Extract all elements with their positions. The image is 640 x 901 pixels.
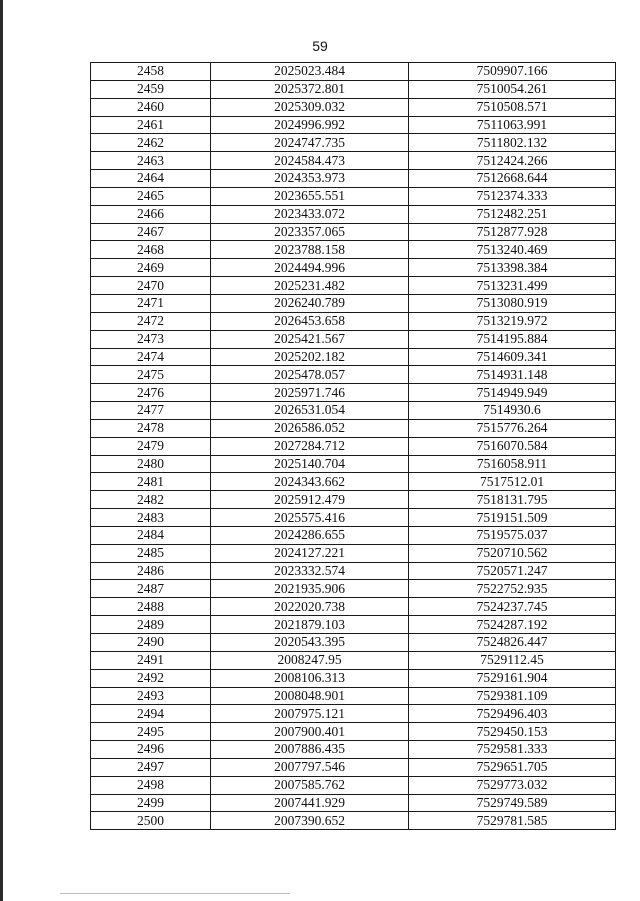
point-number-cell: 2487 [91, 580, 211, 598]
table-row [91, 812, 616, 830]
y-coordinate-cell: 7513240.469 [409, 241, 616, 259]
table-row [91, 473, 616, 491]
y-coordinate-cell: 7514195.884 [409, 330, 616, 348]
table-row [91, 723, 616, 741]
x-coordinate-cell: 2027284.712 [211, 437, 409, 455]
table-row [91, 598, 616, 616]
point-number-cell: 2470 [91, 277, 211, 295]
y-coordinate-cell: 7529749.589 [409, 794, 616, 812]
y-coordinate-cell: 7516070.584 [409, 437, 616, 455]
table-row [91, 794, 616, 812]
y-coordinate-cell: 7522752.935 [409, 580, 616, 598]
table-row [91, 80, 616, 98]
point-number-cell: 2458 [91, 63, 211, 81]
table-row [91, 634, 616, 652]
y-coordinate-cell: 7519151.509 [409, 509, 616, 527]
table-row [91, 562, 616, 580]
x-coordinate-cell: 2023788.158 [211, 241, 409, 259]
point-number-cell: 2485 [91, 544, 211, 562]
page-number: 59 [312, 38, 328, 54]
table-row [91, 669, 616, 687]
coordinates-table-body [91, 63, 616, 830]
x-coordinate-cell: 2026453.658 [211, 312, 409, 330]
y-coordinate-cell: 7520571.247 [409, 562, 616, 580]
point-number-cell: 2486 [91, 562, 211, 580]
table-row [91, 366, 616, 384]
point-number-cell: 2461 [91, 116, 211, 134]
x-coordinate-cell: 2007441.929 [211, 794, 409, 812]
y-coordinate-cell: 7513080.919 [409, 294, 616, 312]
table-row [91, 330, 616, 348]
table-row [91, 241, 616, 259]
y-coordinate-cell: 7512374.333 [409, 187, 616, 205]
point-number-cell: 2484 [91, 526, 211, 544]
table-row [91, 705, 616, 723]
table-row [91, 259, 616, 277]
point-number-cell: 2467 [91, 223, 211, 241]
y-coordinate-cell: 7524237.745 [409, 598, 616, 616]
y-coordinate-cell: 7512668.644 [409, 170, 616, 188]
point-number-cell: 2465 [91, 187, 211, 205]
x-coordinate-cell: 2021935.906 [211, 580, 409, 598]
x-coordinate-cell: 2026240.789 [211, 294, 409, 312]
x-coordinate-cell: 2007900.401 [211, 723, 409, 741]
y-coordinate-cell: 7529651.705 [409, 758, 616, 776]
y-coordinate-cell: 7511063.991 [409, 116, 616, 134]
x-coordinate-cell: 2023433.072 [211, 205, 409, 223]
point-number-cell: 2466 [91, 205, 211, 223]
y-coordinate-cell: 7529161.904 [409, 669, 616, 687]
point-number-cell: 2469 [91, 259, 211, 277]
y-coordinate-cell: 7514930.6 [409, 402, 616, 420]
table-row [91, 651, 616, 669]
x-coordinate-cell: 2025023.484 [211, 63, 409, 81]
table-row [91, 687, 616, 705]
x-coordinate-cell: 2025231.482 [211, 277, 409, 295]
x-coordinate-cell: 2024494.996 [211, 259, 409, 277]
bottom-divider [60, 893, 290, 894]
scan-edge [0, 0, 3, 901]
y-coordinate-cell: 7514949.949 [409, 384, 616, 402]
point-number-cell: 2492 [91, 669, 211, 687]
point-number-cell: 2491 [91, 651, 211, 669]
y-coordinate-cell: 7513231.499 [409, 277, 616, 295]
table-row [91, 776, 616, 794]
point-number-cell: 2460 [91, 98, 211, 116]
y-coordinate-cell: 7517512.01 [409, 473, 616, 491]
y-coordinate-cell: 7524287.192 [409, 616, 616, 634]
x-coordinate-cell: 2007585.762 [211, 776, 409, 794]
x-coordinate-cell: 2025140.704 [211, 455, 409, 473]
point-number-cell: 2489 [91, 616, 211, 634]
y-coordinate-cell: 7529781.585 [409, 812, 616, 830]
point-number-cell: 2499 [91, 794, 211, 812]
x-coordinate-cell: 2024343.662 [211, 473, 409, 491]
y-coordinate-cell: 7529496.403 [409, 705, 616, 723]
y-coordinate-cell: 7519575.037 [409, 526, 616, 544]
x-coordinate-cell: 2025575.416 [211, 509, 409, 527]
table-row [91, 741, 616, 759]
x-coordinate-cell: 2007975.121 [211, 705, 409, 723]
table-row [91, 580, 616, 598]
point-number-cell: 2497 [91, 758, 211, 776]
x-coordinate-cell: 2025478.057 [211, 366, 409, 384]
x-coordinate-cell: 2026586.052 [211, 419, 409, 437]
x-coordinate-cell: 2025372.801 [211, 80, 409, 98]
table-row [91, 152, 616, 170]
point-number-cell: 2480 [91, 455, 211, 473]
point-number-cell: 2464 [91, 170, 211, 188]
table-row [91, 455, 616, 473]
y-coordinate-cell: 7513398.384 [409, 259, 616, 277]
x-coordinate-cell: 2026531.054 [211, 402, 409, 420]
point-number-cell: 2481 [91, 473, 211, 491]
point-number-cell: 2478 [91, 419, 211, 437]
x-coordinate-cell: 2008106.313 [211, 669, 409, 687]
table-row [91, 758, 616, 776]
x-coordinate-cell: 2008247.95 [211, 651, 409, 669]
table-row [91, 170, 616, 188]
table-row [91, 509, 616, 527]
table-row [91, 419, 616, 437]
table-row [91, 277, 616, 295]
y-coordinate-cell: 7529381.109 [409, 687, 616, 705]
x-coordinate-cell: 2024127.221 [211, 544, 409, 562]
point-number-cell: 2479 [91, 437, 211, 455]
y-coordinate-cell: 7510508.571 [409, 98, 616, 116]
y-coordinate-cell: 7520710.562 [409, 544, 616, 562]
table-row [91, 526, 616, 544]
point-number-cell: 2462 [91, 134, 211, 152]
y-coordinate-cell: 7510054.261 [409, 80, 616, 98]
x-coordinate-cell: 2024996.992 [211, 116, 409, 134]
y-coordinate-cell: 7515776.264 [409, 419, 616, 437]
table-row [91, 134, 616, 152]
table-row [91, 63, 616, 81]
y-coordinate-cell: 7529581.333 [409, 741, 616, 759]
table-row [91, 187, 616, 205]
y-coordinate-cell: 7513219.972 [409, 312, 616, 330]
x-coordinate-cell: 2007390.652 [211, 812, 409, 830]
point-number-cell: 2477 [91, 402, 211, 420]
x-coordinate-cell: 2008048.901 [211, 687, 409, 705]
table-row [91, 437, 616, 455]
table-row [91, 616, 616, 634]
x-coordinate-cell: 2024286.655 [211, 526, 409, 544]
y-coordinate-cell: 7512877.928 [409, 223, 616, 241]
y-coordinate-cell: 7509907.166 [409, 63, 616, 81]
x-coordinate-cell: 2024584.473 [211, 152, 409, 170]
table-row [91, 491, 616, 509]
table-row [91, 205, 616, 223]
table-row [91, 294, 616, 312]
point-number-cell: 2490 [91, 634, 211, 652]
point-number-cell: 2475 [91, 366, 211, 384]
y-coordinate-cell: 7514931.148 [409, 366, 616, 384]
table-row [91, 544, 616, 562]
x-coordinate-cell: 2007797.546 [211, 758, 409, 776]
point-number-cell: 2463 [91, 152, 211, 170]
table-row [91, 116, 616, 134]
point-number-cell: 2493 [91, 687, 211, 705]
x-coordinate-cell: 2024747.735 [211, 134, 409, 152]
x-coordinate-cell: 2025971.746 [211, 384, 409, 402]
x-coordinate-cell: 2021879.103 [211, 616, 409, 634]
table-row [91, 384, 616, 402]
y-coordinate-cell: 7512482.251 [409, 205, 616, 223]
x-coordinate-cell: 2022020.738 [211, 598, 409, 616]
y-coordinate-cell: 7511802.132 [409, 134, 616, 152]
x-coordinate-cell: 2023357.065 [211, 223, 409, 241]
y-coordinate-cell: 7529112.45 [409, 651, 616, 669]
x-coordinate-cell: 2023332.574 [211, 562, 409, 580]
point-number-cell: 2476 [91, 384, 211, 402]
coordinates-table [90, 62, 616, 830]
point-number-cell: 2496 [91, 741, 211, 759]
y-coordinate-cell: 7512424.266 [409, 152, 616, 170]
point-number-cell: 2498 [91, 776, 211, 794]
y-coordinate-cell: 7524826.447 [409, 634, 616, 652]
table-row [91, 348, 616, 366]
point-number-cell: 2488 [91, 598, 211, 616]
x-coordinate-cell: 2007886.435 [211, 741, 409, 759]
table-row [91, 312, 616, 330]
point-number-cell: 2494 [91, 705, 211, 723]
table-row [91, 402, 616, 420]
point-number-cell: 2500 [91, 812, 211, 830]
y-coordinate-cell: 7518131.795 [409, 491, 616, 509]
point-number-cell: 2468 [91, 241, 211, 259]
x-coordinate-cell: 2025202.182 [211, 348, 409, 366]
y-coordinate-cell: 7529773.032 [409, 776, 616, 794]
x-coordinate-cell: 2020543.395 [211, 634, 409, 652]
point-number-cell: 2471 [91, 294, 211, 312]
point-number-cell: 2482 [91, 491, 211, 509]
table-row [91, 223, 616, 241]
x-coordinate-cell: 2025309.032 [211, 98, 409, 116]
y-coordinate-cell: 7514609.341 [409, 348, 616, 366]
point-number-cell: 2473 [91, 330, 211, 348]
point-number-cell: 2472 [91, 312, 211, 330]
y-coordinate-cell: 7529450.153 [409, 723, 616, 741]
point-number-cell: 2483 [91, 509, 211, 527]
x-coordinate-cell: 2023655.551 [211, 187, 409, 205]
x-coordinate-cell: 2024353.973 [211, 170, 409, 188]
y-coordinate-cell: 7516058.911 [409, 455, 616, 473]
point-number-cell: 2459 [91, 80, 211, 98]
x-coordinate-cell: 2025421.567 [211, 330, 409, 348]
x-coordinate-cell: 2025912.479 [211, 491, 409, 509]
table-row [91, 98, 616, 116]
point-number-cell: 2495 [91, 723, 211, 741]
point-number-cell: 2474 [91, 348, 211, 366]
